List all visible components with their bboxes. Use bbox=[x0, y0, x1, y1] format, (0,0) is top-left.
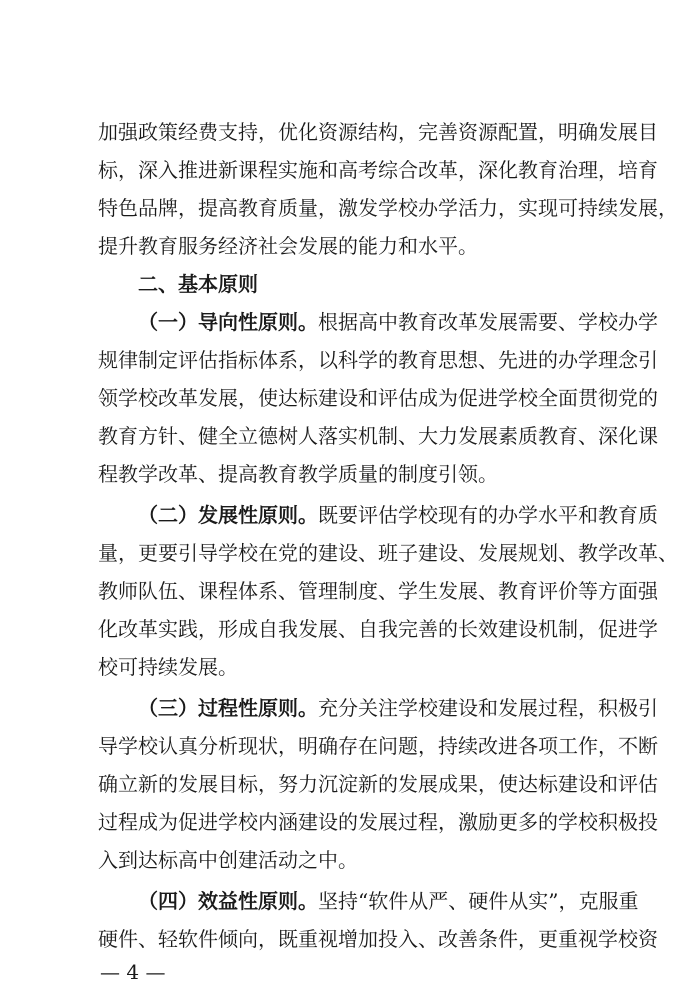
principle-first-line bbox=[138, 310, 658, 334]
principle-title: （一）导向性原则。 bbox=[138, 310, 318, 334]
body-text-line: 程教学改革、提高教育教学质量的制度引领。 bbox=[98, 462, 498, 486]
body-text-line: 特色品牌，提高教育质量，激发学校办学活力，实现可持续发展， bbox=[98, 196, 678, 220]
body-text-line: 规律制定评估指标体系，以科学的教育思想、先进的办学理念引 bbox=[98, 348, 658, 372]
body-text-line: 校可持续发展。 bbox=[98, 655, 238, 679]
body-text-line: 量，更要引导学校在党的建设、班子建设、发展规划、教学改革、 bbox=[98, 541, 678, 565]
principle-title: （二）发展性原则。 bbox=[138, 503, 318, 527]
principle-first-line bbox=[138, 696, 658, 720]
principle-first-line bbox=[138, 889, 639, 913]
principle-text: 充分关注学校建设和发展过程，积极引 bbox=[318, 696, 658, 720]
body-text-line: 加强政策经费支持，优化资源结构，完善资源配置，明确发展目 bbox=[98, 120, 658, 144]
body-text-line: 化改革实践，形成自我发展、自我完善的长效建设机制，促进学 bbox=[98, 617, 658, 641]
body-text-line: 硬件、轻软件倾向，既重视增加投入、改善条件，更重视学校资 bbox=[98, 927, 658, 951]
section-heading: 二、基本原则 bbox=[138, 272, 258, 296]
body-text-line: 确立新的发展目标，努力沉淀新的发展成果，使达标建设和评估 bbox=[98, 772, 658, 796]
body-text-line: 提升教育服务经济社会发展的能力和水平。 bbox=[98, 234, 478, 258]
principle-text: 既要评估学校现有的办学水平和教育质 bbox=[318, 503, 658, 527]
principle-title: （三）过程性原则。 bbox=[138, 696, 318, 720]
principle-title: （四）效益性原则。 bbox=[138, 889, 318, 913]
principle-text: 坚持“软件从严、硬件从实”，克服重 bbox=[318, 889, 639, 913]
body-text-line: 领学校改革发展，使达标建设和评估成为促进学校全面贯彻党的 bbox=[98, 386, 658, 410]
body-text-line: 过程成为促进学校内涵建设的发展过程，激励更多的学校积极投 bbox=[98, 810, 658, 834]
principle-first-line bbox=[138, 503, 658, 527]
body-text-line: 标，深入推进新课程实施和高考综合改革，深化教育治理，培育 bbox=[98, 158, 658, 182]
body-text-line: 入到达标高中创建活动之中。 bbox=[98, 848, 358, 872]
body-text-line: 教育方针、健全立德树人落实机制、大力发展素质教育、深化课 bbox=[98, 424, 658, 448]
page-number: — 4 — bbox=[100, 960, 166, 984]
body-text-line: 导学校认真分析现状，明确存在问题，持续改进各项工作，不断 bbox=[98, 734, 658, 758]
principle-text: 根据高中教育改革发展需要、学校办学 bbox=[318, 310, 658, 334]
body-text-line: 教师队伍、课程体系、管理制度、学生发展、教育评价等方面强 bbox=[98, 579, 658, 603]
